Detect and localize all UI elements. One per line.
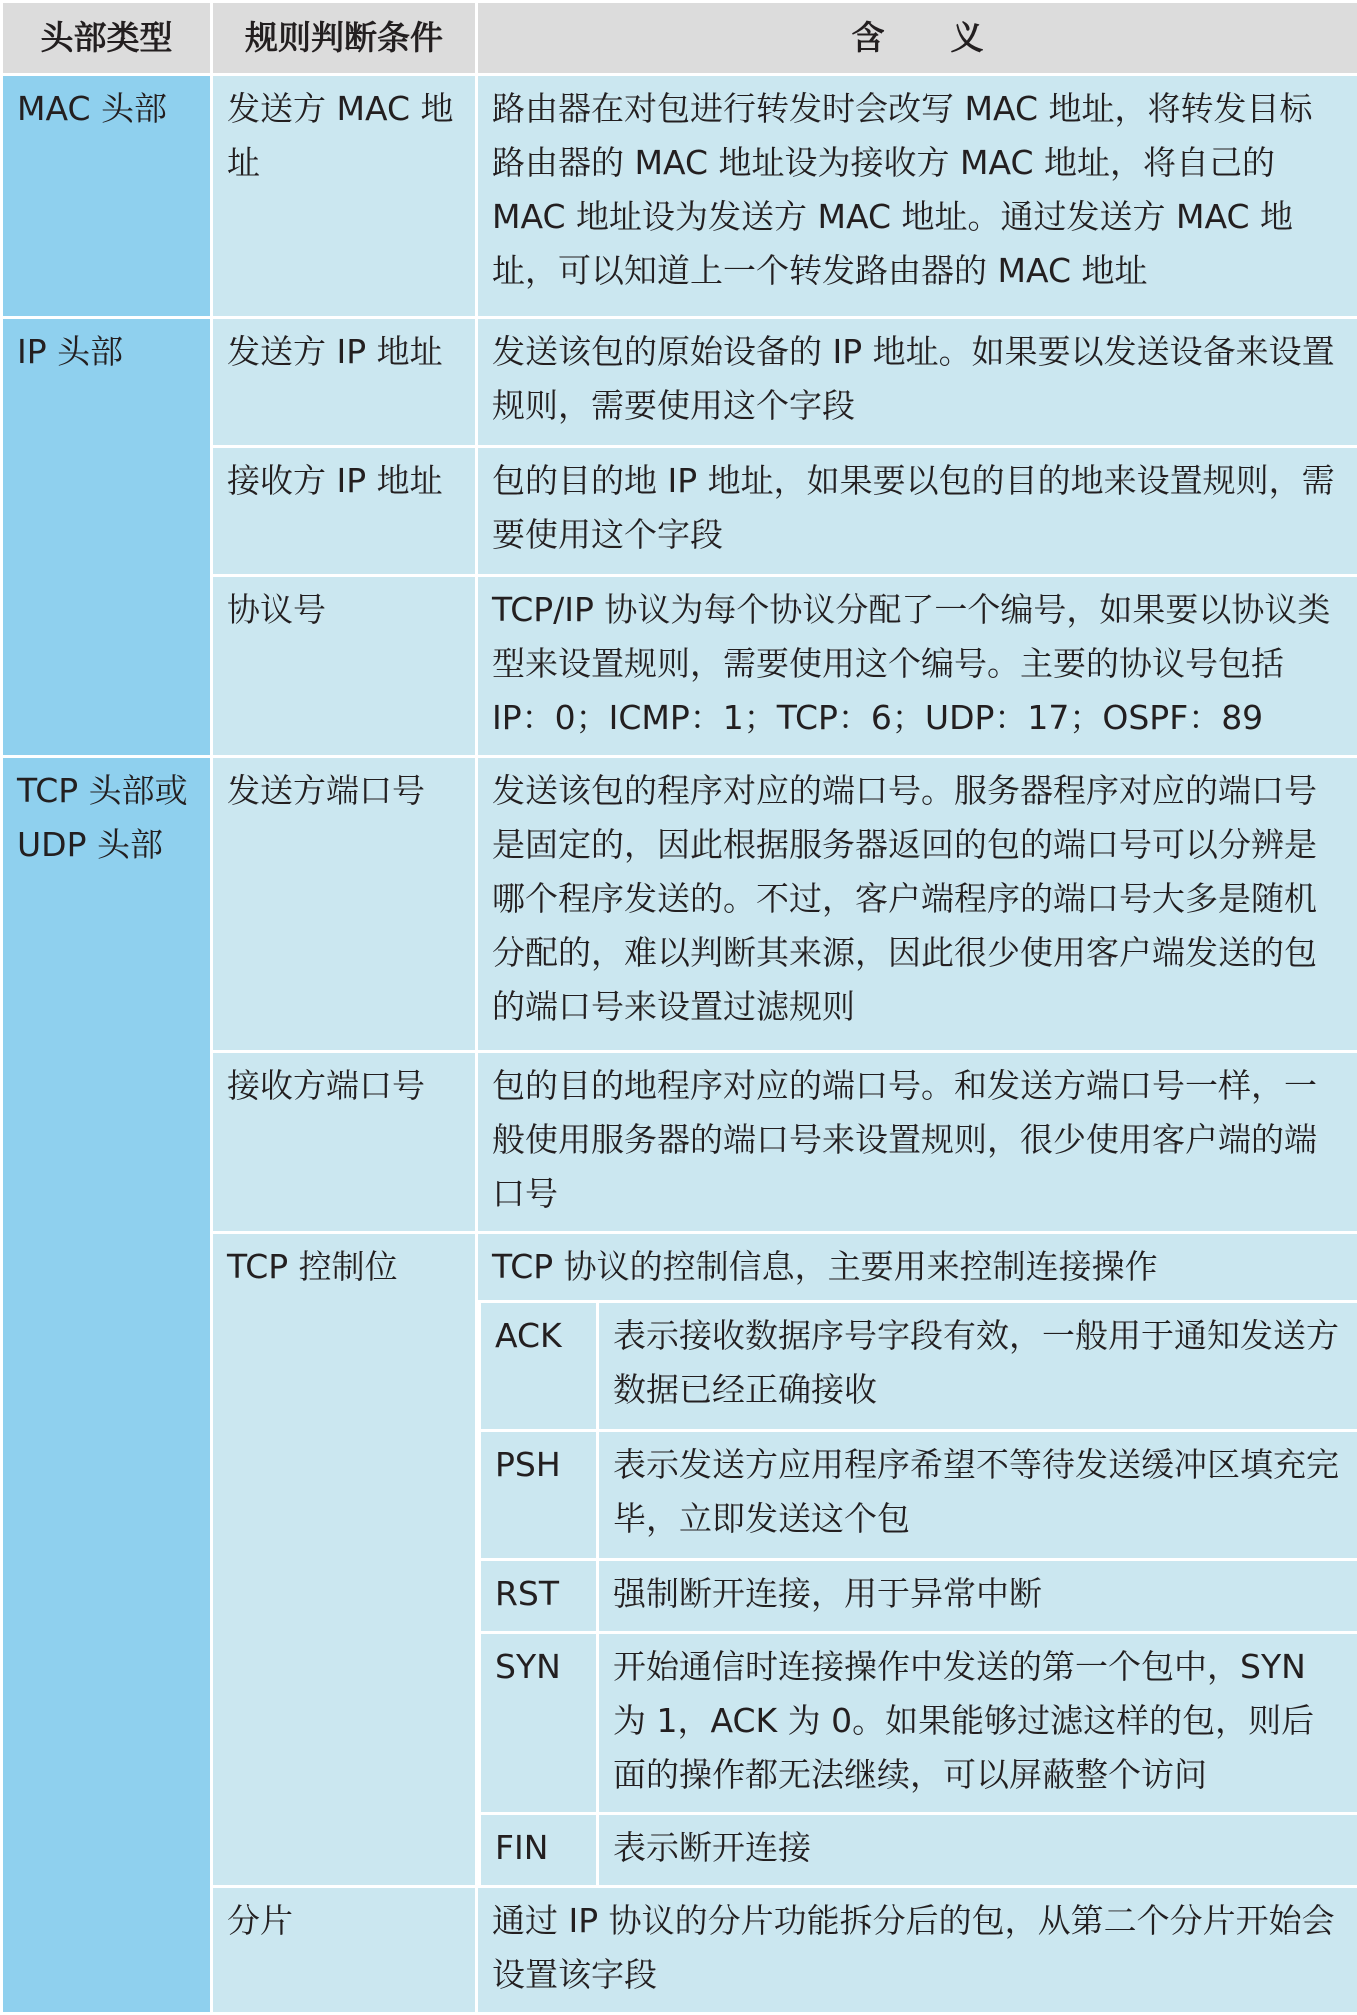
table-header-row xyxy=(2,2,1357,75)
meaning-cell: TCP/IP 协议为每个协议分配了一个编号，如果要以协议类型来设置规则，需要使用这个编号。主要的协议号包括 IP：0；ICMP：1；TCP：6；UDP：17；OSPF：89 xyxy=(477,576,1357,757)
condition-cell: TCP 控制位 xyxy=(212,1233,477,1887)
table-row xyxy=(2,75,1357,318)
flag-row xyxy=(480,1302,1357,1431)
condition-cell: 接收方端口号 xyxy=(212,1052,477,1233)
table-row xyxy=(2,757,1357,1052)
flag-name: FIN xyxy=(480,1814,598,1886)
flag-row xyxy=(480,1431,1357,1560)
header-meaning: 含 义 xyxy=(477,2,1357,75)
meaning-cell: 通过 IP 协议的分片功能拆分后的包，从第二个分片开始会设置该字段 xyxy=(477,1887,1357,2014)
meaning-cell: 发送该包的原始设备的 IP 地址。如果要以发送设备来设置规则，需要使用这个字段 xyxy=(477,318,1357,447)
flag-row xyxy=(480,1814,1357,1886)
header-type-cell: TCP 头部或 UDP 头部 xyxy=(2,757,212,2014)
meaning-cell: 包的目的地 IP 地址，如果要以包的目的地来设置规则，需要使用这个字段 xyxy=(477,447,1357,576)
flag-meaning: 表示发送方应用程序希望不等待发送缓冲区填充完毕，立即发送这个包 xyxy=(598,1431,1357,1560)
table-row xyxy=(2,318,1357,447)
flag-name: SYN xyxy=(480,1633,598,1814)
header-condition: 规则判断条件 xyxy=(212,2,477,75)
flag-name: ACK xyxy=(480,1302,598,1431)
header-type: 头部类型 xyxy=(2,2,212,75)
condition-cell: 接收方 IP 地址 xyxy=(212,447,477,576)
flag-row xyxy=(480,1633,1357,1814)
condition-cell: 分片 xyxy=(212,1887,477,2014)
flag-row xyxy=(480,1560,1357,1633)
meaning-cell: TCP 协议的控制信息，主要用来控制连接操作 xyxy=(478,1234,1357,1300)
flag-meaning: 开始通信时连接操作中发送的第一个包中，SYN 为 1，ACK 为 0。如果能够过滤这样的包，则后面的操作都无法继续，可以屏蔽整个访问 xyxy=(598,1633,1357,1814)
condition-cell: 发送方 IP 地址 xyxy=(212,318,477,447)
flag-meaning: 表示断开连接 xyxy=(598,1814,1357,1886)
header-type-cell: IP 头部 xyxy=(2,318,212,757)
header-type-cell: MAC 头部 xyxy=(2,75,212,318)
tcp-control-cell xyxy=(477,1233,1357,1887)
flag-name: PSH xyxy=(480,1431,598,1560)
flag-name: RST xyxy=(480,1560,598,1633)
meaning-cell: 包的目的地程序对应的端口号。和发送方端口号一样，一般使用服务器的端口号来设置规则，很少使用客户端的端口号 xyxy=(477,1052,1357,1233)
flag-meaning: 强制断开连接，用于异常中断 xyxy=(598,1560,1357,1633)
meaning-cell: 发送该包的程序对应的端口号。服务器程序对应的端口号是固定的，因此根据服务器返回的包的端口号可以分辨是哪个程序发送的。不过，客户端程序的端口号大多是随机分配的，难以判断其来源，因此很少使用客户端发送的包的端口号来设置过滤规则 xyxy=(477,757,1357,1052)
condition-cell: 发送方 MAC 地址 xyxy=(212,75,477,318)
condition-cell: 协议号 xyxy=(212,576,477,757)
tcp-flags-table xyxy=(478,1300,1357,1885)
flag-meaning: 表示接收数据序号字段有效，一般用于通知发送方数据已经正确接收 xyxy=(598,1302,1357,1431)
meaning-cell: 路由器在对包进行转发时会改写 MAC 地址，将转发目标路由器的 MAC 地址设为接收方 MAC 地址，将自己的 MAC 地址设为发送方 MAC 地址。通过发送方 MAC 地址，可以知道上一个转发路由器的 MAC 地址 xyxy=(477,75,1357,318)
condition-cell: 发送方端口号 xyxy=(212,757,477,1052)
